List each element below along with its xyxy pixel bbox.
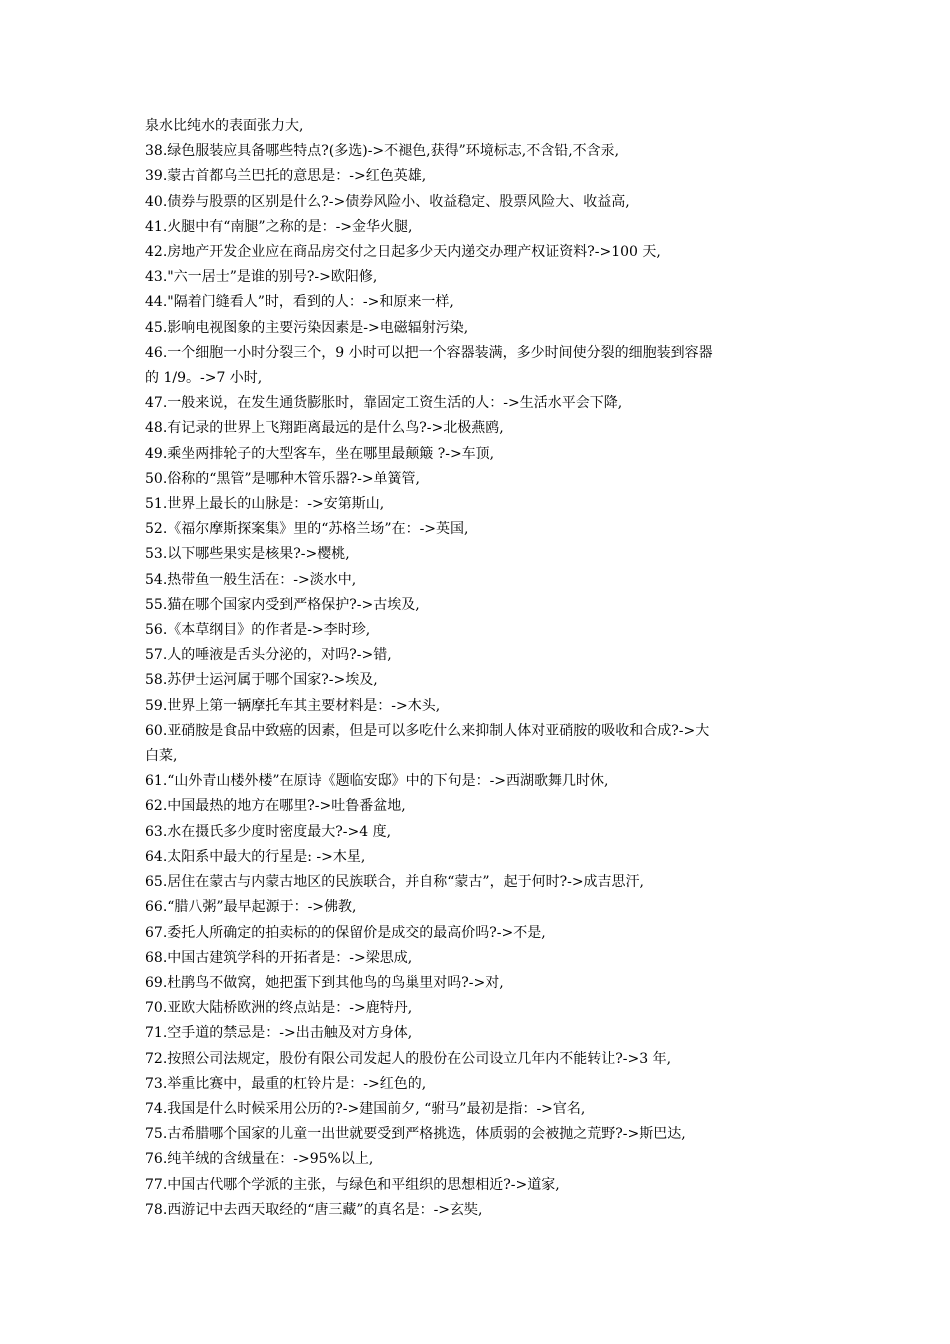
text-line: 72.按照公司法规定，股份有限公司发起人的股份在公司设立几年内不能转让?->3 年, — [145, 1050, 672, 1067]
text-line: 61.“山外青山楼外楼”在原诗《题临安邸》中的下句是：->西湖歌舞几时休, — [145, 773, 609, 790]
text-line: 45.影响电视图象的主要污染因素是->电磁辐射污染, — [145, 319, 469, 336]
text-line: 58.苏伊士运河属于哪个国家?->埃及, — [145, 672, 378, 689]
text-line: 77.中国古代哪个学派的主张，与绿色和平组织的思想相近?->道家, — [145, 1176, 560, 1193]
text-line: 57.人的唾液是舌头分泌的，对吗?->错, — [145, 647, 392, 664]
text-line: 74.我国是什么时候采用公历的?->建国前夕, “驸马”最初是指：->官名, — [145, 1100, 586, 1117]
text-line: 68.中国古建筑学科的开拓者是：->梁思成, — [145, 949, 413, 966]
text-line: 69.杜鹃鸟不做窝，她把蛋下到其他鸟的鸟巢里对吗?->对, — [145, 974, 504, 991]
text-line: 53.以下哪些果实是核果?->樱桃, — [145, 546, 350, 563]
document-page — [145, 114, 815, 1223]
text-line: 75.古希腊哪个国家的儿童一出世就要受到严格挑选，体质弱的会被抛之荒野?->斯巴达, — [145, 1126, 686, 1143]
text-line: 44."隔着门缝看人”时，看到的人：->和原来一样, — [145, 294, 454, 311]
text-line: 42.房地产开发企业应在商品房交付之日起多少天内递交办理产权证资料?->100 天, — [145, 244, 661, 261]
text-line: 50.俗称的“黑管”是哪种木管乐器?->单簧管, — [145, 470, 420, 487]
text-line: 66.“腊八粥”最早起源于：->佛教, — [145, 899, 357, 916]
text-line: 49.乘坐两排轮子的大型客车，坐在哪里最颠簸 ?->车顶, — [145, 445, 495, 462]
text-line: 40.债券与股票的区别是什么?->债券风险小、收益稳定、股票风险大、收益高, — [145, 193, 630, 210]
text-line: 65.居住在蒙古与内蒙古地区的民族联合，并自称“蒙古”，起于何时?->成吉思汗, — [145, 874, 644, 891]
text-line: 泉水比纯水的表面张力大, — [145, 118, 304, 134]
text-line: 47.一般来说，在发生通货膨胀时，靠固定工资生活的人：->生活水平会下降, — [145, 395, 623, 412]
text-line: 43."六一居士”是谁的别号?->欧阳修, — [145, 269, 378, 286]
text-line: 46.一个细胞一小时分裂三个，9 小时可以把一个容器装满，多少时间使分裂的细胞装到容器 — [145, 344, 713, 361]
text-line: 52.《福尔摩斯探案集》里的“苏格兰场”在：->英国, — [145, 521, 469, 538]
text-line: 56.《本草纲目》的作者是->李时珍, — [145, 622, 371, 639]
text-line: 70.亚欧大陆桥欧洲的终点站是：->鹿特丹, — [145, 1000, 413, 1017]
text-line: 67.委托人所确定的拍卖标的的保留价是成交的最高价吗?->不是, — [145, 924, 546, 941]
text-line: 48.有记录的世界上飞翔距离最远的是什么鸟?->北极燕鸥, — [145, 420, 504, 437]
text-line: 白菜, — [145, 748, 178, 765]
text-line: 63.水在摄氏多少度时密度最大?->4 度, — [145, 823, 392, 840]
text-body — [145, 114, 815, 1223]
text-line: 39.蒙古首都乌兰巴托的意思是：->红色英雄, — [145, 168, 427, 185]
text-line: 的 1/9。->7 小时, — [145, 370, 263, 387]
text-line: 54.热带鱼一般生活在：->淡水中, — [145, 571, 357, 588]
text-line: 60.亚硝胺是食品中致癌的因素，但是可以多吃什么来抑制人体对亚硝胺的吸收和合成?->大 — [145, 722, 710, 739]
text-line: 55.猫在哪个国家内受到严格保护?->古埃及, — [145, 596, 420, 613]
text-line: 38.绿色服装应具备哪些特点?(多选)->不褪色,获得”环境标志,不含铅,不含汞, — [145, 143, 620, 160]
text-line: 62.中国最热的地方在哪里?->吐鲁番盆地, — [145, 798, 406, 815]
text-line: 59.世界上第一辆摩托车其主要材料是：->木头, — [145, 697, 441, 714]
text-line: 64.太阳系中最大的行星是: ->木星, — [145, 848, 366, 865]
text-line: 78.西游记中去西天取经的“唐三藏”的真名是：->玄奘, — [145, 1201, 483, 1218]
text-line: 71.空手道的禁忌是：->出击触及对方身体, — [145, 1025, 413, 1042]
text-line: 41.火腿中有“南腿”之称的是：->金华火腿, — [145, 218, 413, 235]
text-line: 76.纯羊绒的含绒量在：->95%以上, — [145, 1151, 374, 1168]
text-line: 51.世界上最长的山脉是：->安第斯山, — [145, 496, 385, 513]
text-line: 73.举重比赛中，最重的杠铃片是：->红色的, — [145, 1075, 427, 1092]
